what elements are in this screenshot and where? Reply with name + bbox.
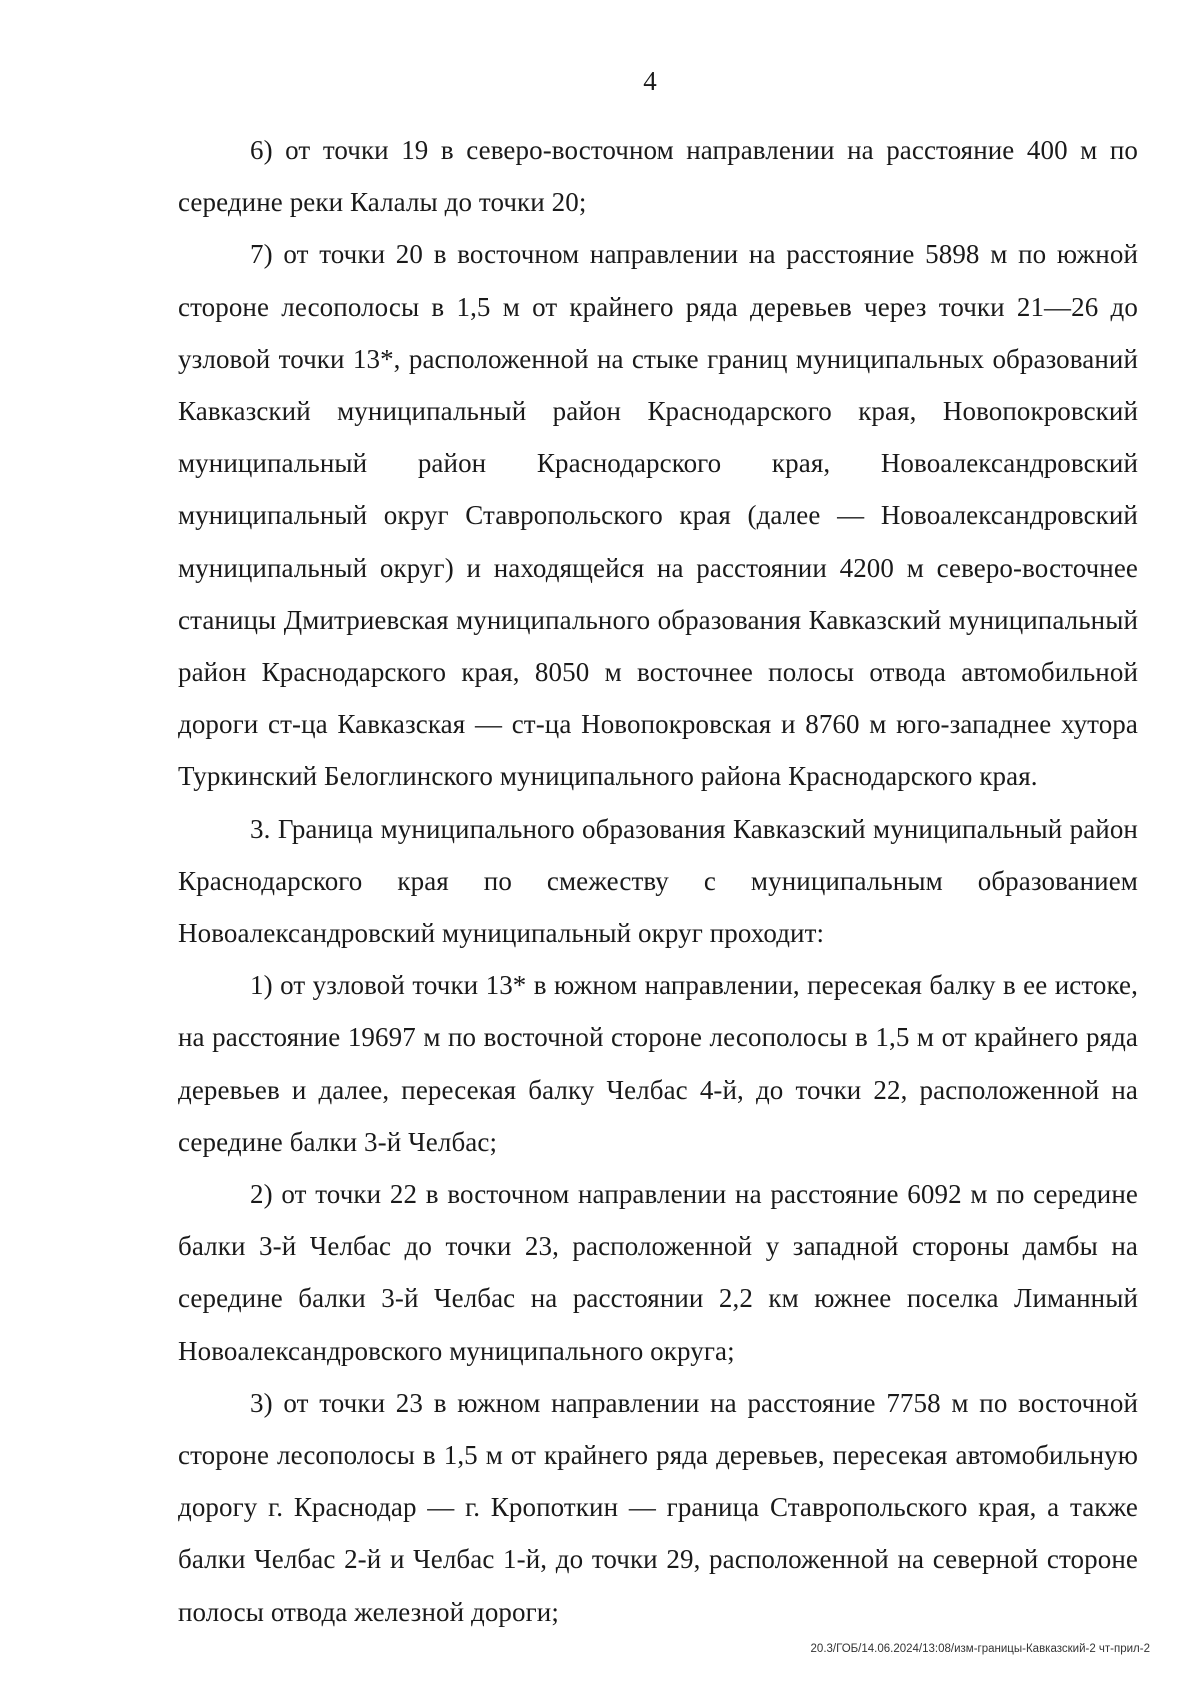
footer-file-path: 20.3/ГОБ/14.06.2024/13:08/изм-границы-Кавказский-2 чт-прил-2 bbox=[810, 1643, 1150, 1655]
paragraph-item-2: 2) от точки 22 в восточном направлении на расстояние 6092 м по середине балки 3-й Челбас до точки 23, расположенной у западной стороны дамбы на середине балки 3-й Челбас на расстоянии 2,2 км южнее поселка Лиманный Новоалександровского муниципального округа; bbox=[178, 1179, 1138, 1366]
page-number: 4 bbox=[643, 66, 657, 96]
paragraph-item-1: 1) от узловой точки 13* в южном направлении, пересекая балку в ее истоке, на расстояние 19697 м по восточной стороне лесополосы в 1,5 м от крайнего ряда деревьев и далее, пересекая балку Челбас 4-й, до точки 22, расположенной на середине балки 3-й Челбас; bbox=[178, 970, 1138, 1157]
paragraph-item-7: 7) от точки 20 в восточном направлении на расстояние 5898 м по южной стороне лесополосы в 1,5 м от крайнего ряда деревьев через точки 21—26 до узловой точки 13*, расположенной на стыке границ муниципальных образований Кавказский муниципальный район Краснодарского края, Новопокровский муниципальный район Краснодарского края, Новоалександровский муниципальный округ Ставропольского края (далее — Новоалександровский муниципальный округ) и находящейся на расстоянии 4200 м северо-восточнее станицы Дмитриевская муниципального образования Кавказский муниципальный район Краснодарского края, 8050 м восточнее полосы отвода автомобильной дороги ст-ца Кавказская — ст-ца Новопокровская и 8760 м юго-западнее хутора Туркинский Белоглинского муниципального района Краснодарского края. bbox=[178, 239, 1138, 792]
document-body bbox=[178, 124, 1138, 1638]
paragraph-item-6: 6) от точки 19 в северо-восточном направлении на расстояние 400 м по середине реки Калалы до точки 20; bbox=[178, 135, 1138, 218]
paragraph-section-3: 3. Граница муниципального образования Кавказский муниципальный район Краснодарского края по смежеству с муниципальным образованием Новоалександровский муниципальный округ проходит: bbox=[178, 813, 1138, 949]
paragraph-item-3: 3) от точки 23 в южном направлении на расстояние 7758 м по восточной стороне лесополосы в 1,5 м от крайнего ряда деревьев, пересекая автомобильную дорогу г. Краснодар — г. Кропоткин — граница Ставропольского края, а также балки Челбас 2-й и Челбас 1-й, до точки 29, расположенной на северной стороне полосы отвода железной дороги; bbox=[178, 1387, 1138, 1627]
